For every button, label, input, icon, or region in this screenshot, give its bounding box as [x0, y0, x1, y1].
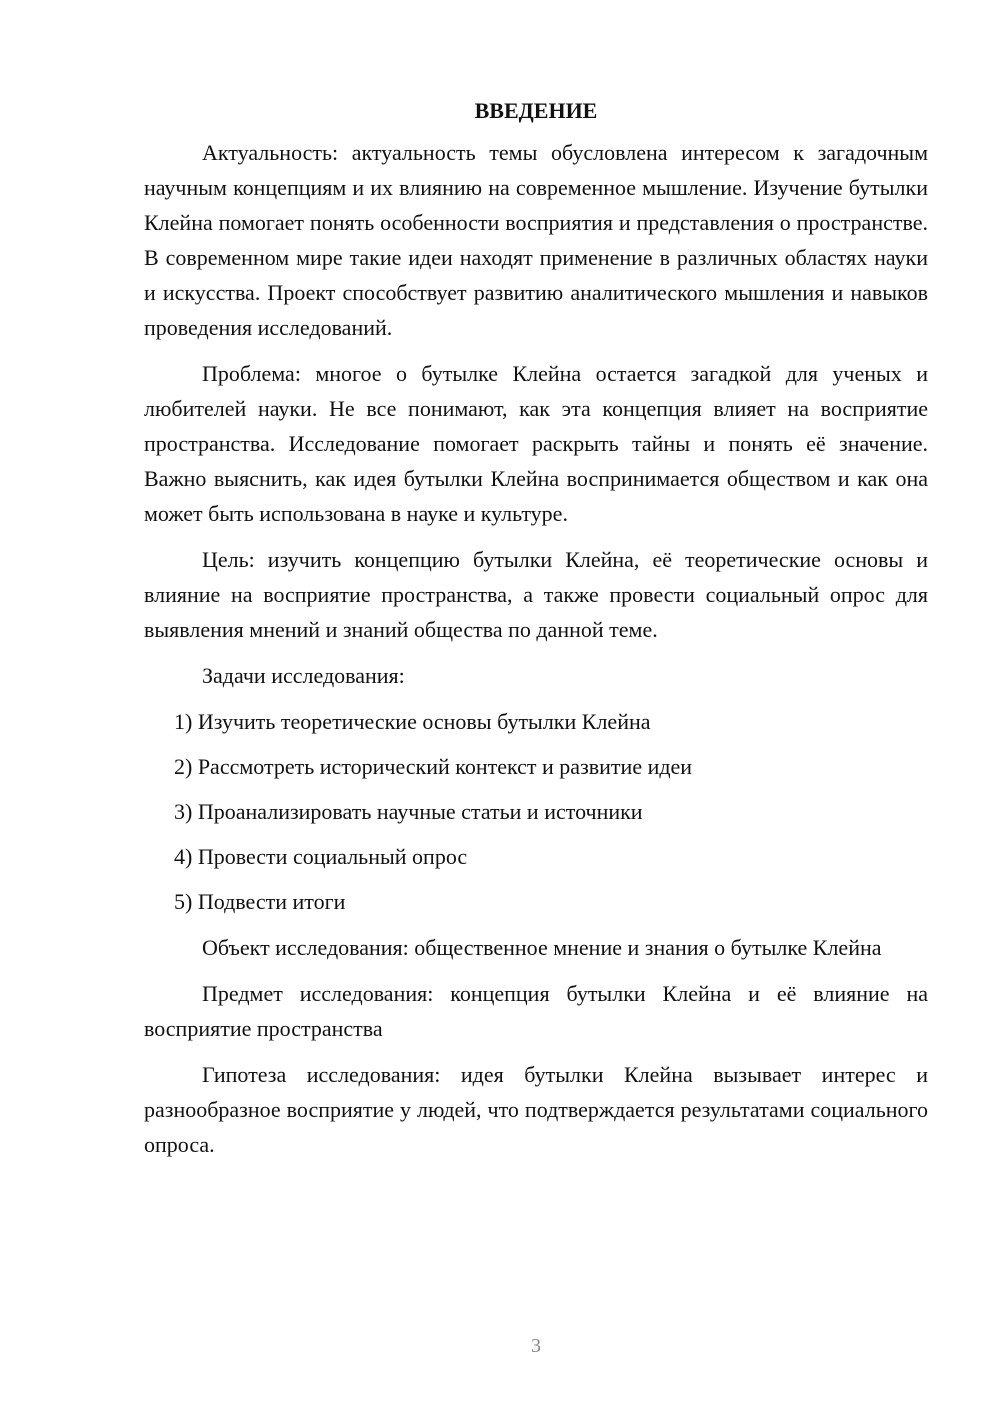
task-list [144, 704, 928, 919]
paragraph-goal: Цель: изучить концепцию бутылки Клейна, её теоретические основы и влияние на восприятие пространства, а также провести социальный опрос для выявления мнений и знаний общества по данной теме. [144, 547, 928, 642]
task-item-3: 3) Проанализировать научные статьи и источники [174, 799, 643, 824]
page-content [144, 93, 928, 1173]
paragraph-subject: Предмет исследования: концепция бутылки Клейна и её влияние на восприятие пространства [144, 981, 928, 1041]
paragraph-problem: Проблема: многое о бутылке Клейна остается загадкой для ученых и любителей науки. Не все понимают, как эта концепция влияет на восприятие пространства. Исследование помогает раскрыть тайны и понять её значение. Важно выяснить, как идея бутылки Клейна воспринимается обществом и как она может быть использована в науке и культуре. [144, 361, 928, 526]
page-number: 3 [531, 1335, 541, 1357]
paragraph-relevance: Актуальность: актуальность темы обусловлена интересом к загадочным научным концепциям и их влиянию на современное мышление. Изучение бутылки Клейна помогает понять особенности восприятия и представления о пространстве. В современном мире такие идеи находят применение в различных областях науки и искусства. Проект способствует развитию аналитического мышления и навыков проведения исследований. [144, 140, 928, 340]
task-item-2: 2) Рассмотреть исторический контекст и развитие идеи [174, 754, 693, 779]
tasks-label: Задачи исследования: [202, 663, 405, 688]
paragraph-hypothesis: Гипотеза исследования: идея бутылки Клейна вызывает интерес и разнообразное восприятие у людей, что подтверждается результатами социального опроса. [144, 1062, 928, 1157]
task-item-4: 4) Провести социальный опрос [174, 844, 468, 869]
task-item-5: 5) Подвести итоги [174, 889, 346, 914]
task-item-1: 1) Изучить теоретические основы бутылки Клейна [174, 709, 651, 734]
paragraph-object: Объект исследования: общественное мнение и знания о бутылке Клейна [202, 935, 882, 960]
section-title: ВВЕДЕНИЕ [474, 98, 598, 123]
